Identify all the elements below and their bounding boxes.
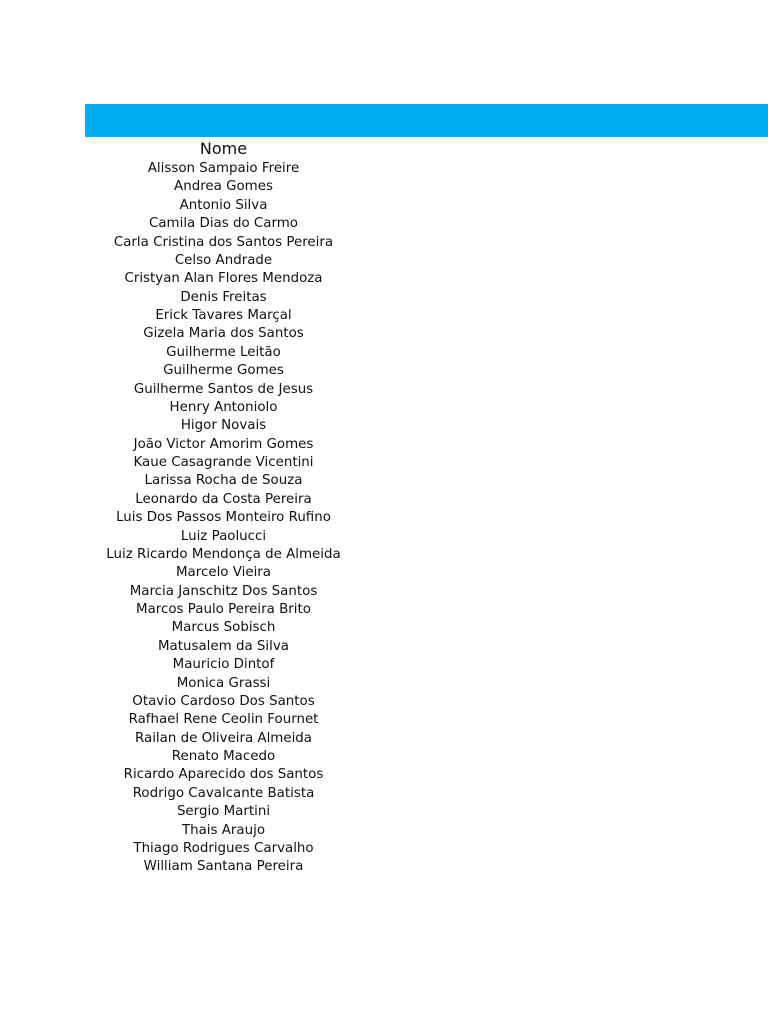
list-item: Otavio Cardoso Dos Santos (132, 693, 315, 709)
list-item: Marcus Sobisch (171, 620, 276, 636)
list-item: Sergio Martini (176, 804, 271, 820)
name-column (85, 138, 362, 877)
list-item: Rodrigo Cavalcante Batista (132, 785, 315, 801)
list-item: Henry Antoniolo (169, 399, 278, 415)
list-item: Matusalem da Silva (158, 638, 289, 654)
list-item: William Santana Pereira (143, 859, 304, 875)
column-header-nome: Nome (199, 139, 248, 158)
header-bar (85, 104, 768, 137)
list-item: Rafhael Rene Ceolin Fournet (128, 712, 319, 728)
list-item: Luiz Paolucci (180, 528, 267, 544)
list-item: Ricardo Aparecido dos Santos (123, 767, 324, 783)
list-item: Camila Dias do Carmo (149, 216, 298, 232)
list-item: Thiago Rodrigues Carvalho (133, 840, 314, 856)
list-item: Erick Tavares Marçal (155, 308, 292, 323)
list-item: Luis Dos Passos Monteiro Rufino (116, 510, 331, 526)
list-item: Guilherme Gomes (163, 363, 284, 379)
list-item: Thais Araujo (181, 822, 266, 838)
list-item: Denis Freitas (180, 289, 267, 305)
list-item: Celso Andrade (174, 252, 273, 268)
list-item: Mauricio Dintof (172, 657, 275, 673)
list-item: Leonardo da Costa Pereira (135, 491, 312, 507)
list-item: Carla Cristina dos Santos Pereira (113, 234, 334, 250)
list-item: Higor Novais (180, 418, 267, 434)
list-item: Cristyan Alan Flores Mendoza (124, 271, 323, 287)
list-item: Guilherme Santos de Jesus (133, 381, 314, 397)
list-item: Railan de Oliveira Almeida (134, 730, 313, 746)
list-item: Luiz Ricardo Mendonça de Almeida (106, 546, 341, 562)
list-item: Antonio Silva (179, 197, 268, 213)
list-item: João Victor Amorim Gomes (133, 436, 314, 452)
list-item: Andrea Gomes (174, 179, 273, 195)
list-item: Marcia Janschitz Dos Santos (129, 583, 318, 599)
list-item: Monica Grassi (176, 675, 271, 691)
name-list (85, 160, 362, 877)
list-item: Marcos Paulo Pereira Brito (136, 602, 311, 617)
list-item: Larissa Rocha de Souza (144, 473, 303, 489)
list-item: Guilherme Leitão (166, 344, 281, 360)
list-item: Kaue Casagrande Vicentini (133, 455, 314, 470)
list-item: Renato Macedo (171, 749, 276, 764)
list-item: Marcelo Vieira (176, 565, 271, 581)
list-item: Gizela Maria dos Santos (143, 326, 304, 342)
list-item: Alisson Sampaio Freire (147, 161, 300, 176)
